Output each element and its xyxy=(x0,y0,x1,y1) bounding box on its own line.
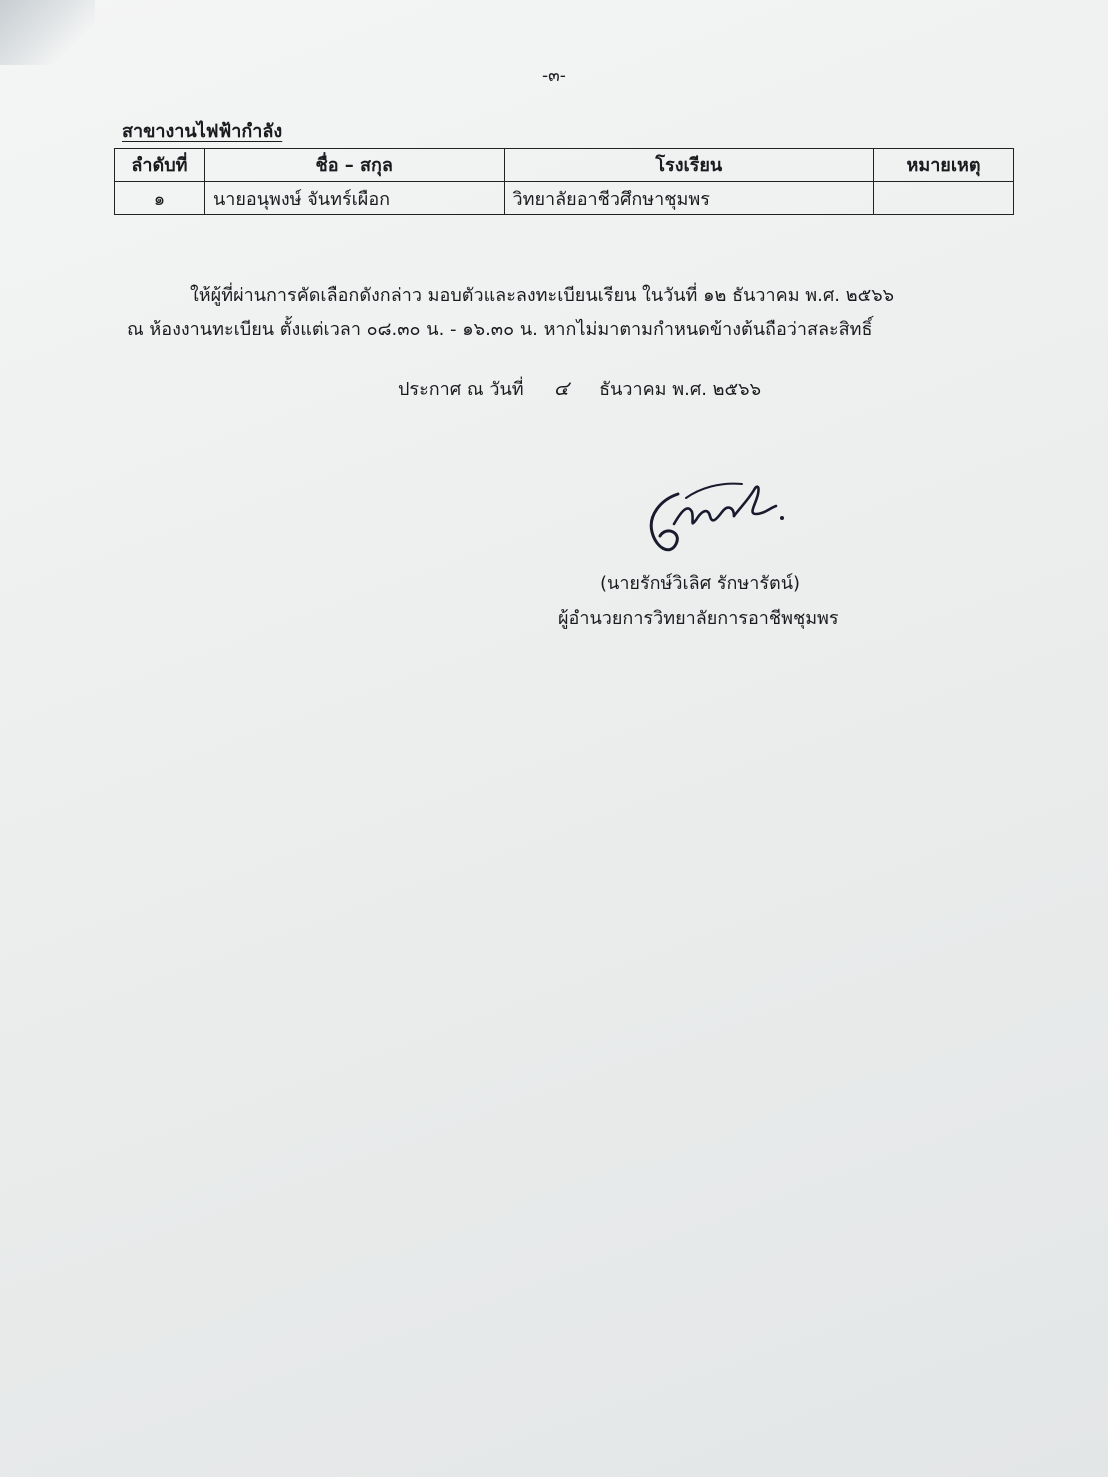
section-title: สาขางานไฟฟ้ากำลัง xyxy=(122,121,283,142)
cell-school: วิทยาลัยอาชีวศึกษาชุมพร xyxy=(504,182,874,215)
table-header-row xyxy=(115,149,1014,182)
cell-note xyxy=(874,182,1014,215)
table-row xyxy=(115,182,1014,215)
signer-title: ผู้อำนวยการวิทยาลัยการอาชีพชุมพร xyxy=(558,608,839,629)
header-school: โรงเรียน xyxy=(504,149,874,182)
announcement-day: ๔ xyxy=(553,376,569,400)
header-note: หมายเหตุ xyxy=(874,149,1014,182)
cell-name: นายอนุพงษ์ จันทร์เผือก xyxy=(204,182,504,215)
notice-line-1: ให้ผู้ที่ผ่านการคัดเลือกดังกล่าว มอบตัวและลงทะเบียนเรียน ในวันที่ ๑๒ ธันวาคม พ.ศ. ๒๕๖๖ xyxy=(190,285,895,306)
results-table xyxy=(114,148,1014,215)
header-order: ลำดับที่ xyxy=(115,149,205,182)
signature-image xyxy=(630,470,800,570)
corner-shadow xyxy=(0,0,95,65)
announcement-prefix: ประกาศ ณ วันที่ xyxy=(398,379,524,400)
cell-order: ๑ xyxy=(115,182,205,215)
notice-line-2: ณ ห้องงานทะเบียน ตั้งแต่เวลา ๐๘.๓๐ น. - ๑๖.๓๐ น. หากไม่มาตามกำหนดข้างต้นถือว่าสละสิทธิ์ xyxy=(127,319,873,340)
announcement-date xyxy=(398,372,761,404)
header-name: ชื่อ – สกุล xyxy=(204,149,504,182)
signer-name: (นายรักษ์วิเลิศ รักษารัตน์) xyxy=(600,573,801,594)
page-number: -๓- xyxy=(542,66,566,86)
announcement-suffix: ธันวาคม พ.ศ. ๒๕๖๖ xyxy=(599,379,762,400)
